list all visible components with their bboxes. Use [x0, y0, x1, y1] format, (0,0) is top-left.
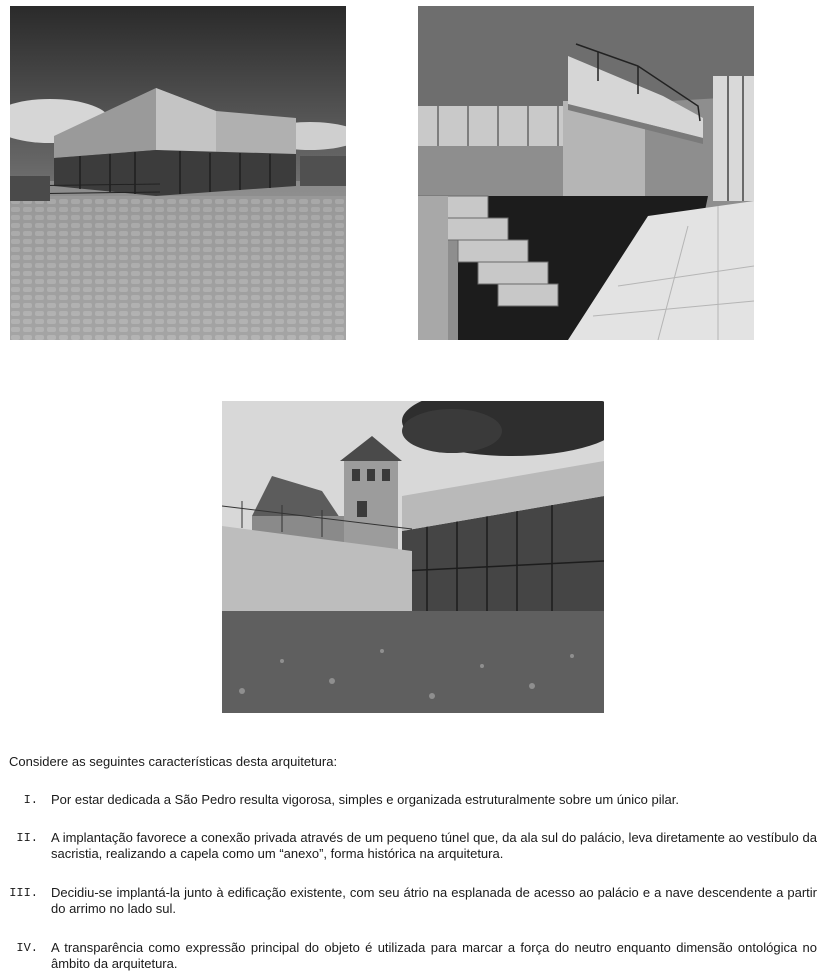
chapel-and-palace-photo	[222, 401, 604, 713]
item-numeral: IV.	[16, 941, 38, 955]
intro-text: Considere as seguintes características desta arquitetura:	[9, 754, 338, 769]
item-text: Por estar dedicada a São Pedro resulta vigorosa, simples e organizada estruturalmente sobre um único pilar.	[51, 792, 679, 807]
chapel-interior-photo	[418, 6, 754, 340]
chapel-exterior-photo	[10, 6, 346, 340]
item-text: Decidiu-se implantá-la junto à edificação existente, com seu átrio na esplanada de acesso ao palácio e a nave descendente a partir do arrimo no lado sul.	[51, 885, 817, 916]
item-text: A transparência como expressão principal do objeto é utilizada para marcar a força do neutro enquanto dimensão ontológica no âmbito da arquitetura.	[51, 940, 817, 971]
item-numeral: II.	[16, 831, 38, 845]
item-text: A implantação favorece a conexão privada através de um pequeno túnel que, da ala sul do palácio, leva diretamente ao vestíbulo da sacristia, realizando a capela como um “anexo”, forma histórica na arquitetura.	[51, 830, 817, 861]
item-numeral: III.	[9, 886, 38, 900]
item-numeral: I.	[23, 793, 38, 807]
